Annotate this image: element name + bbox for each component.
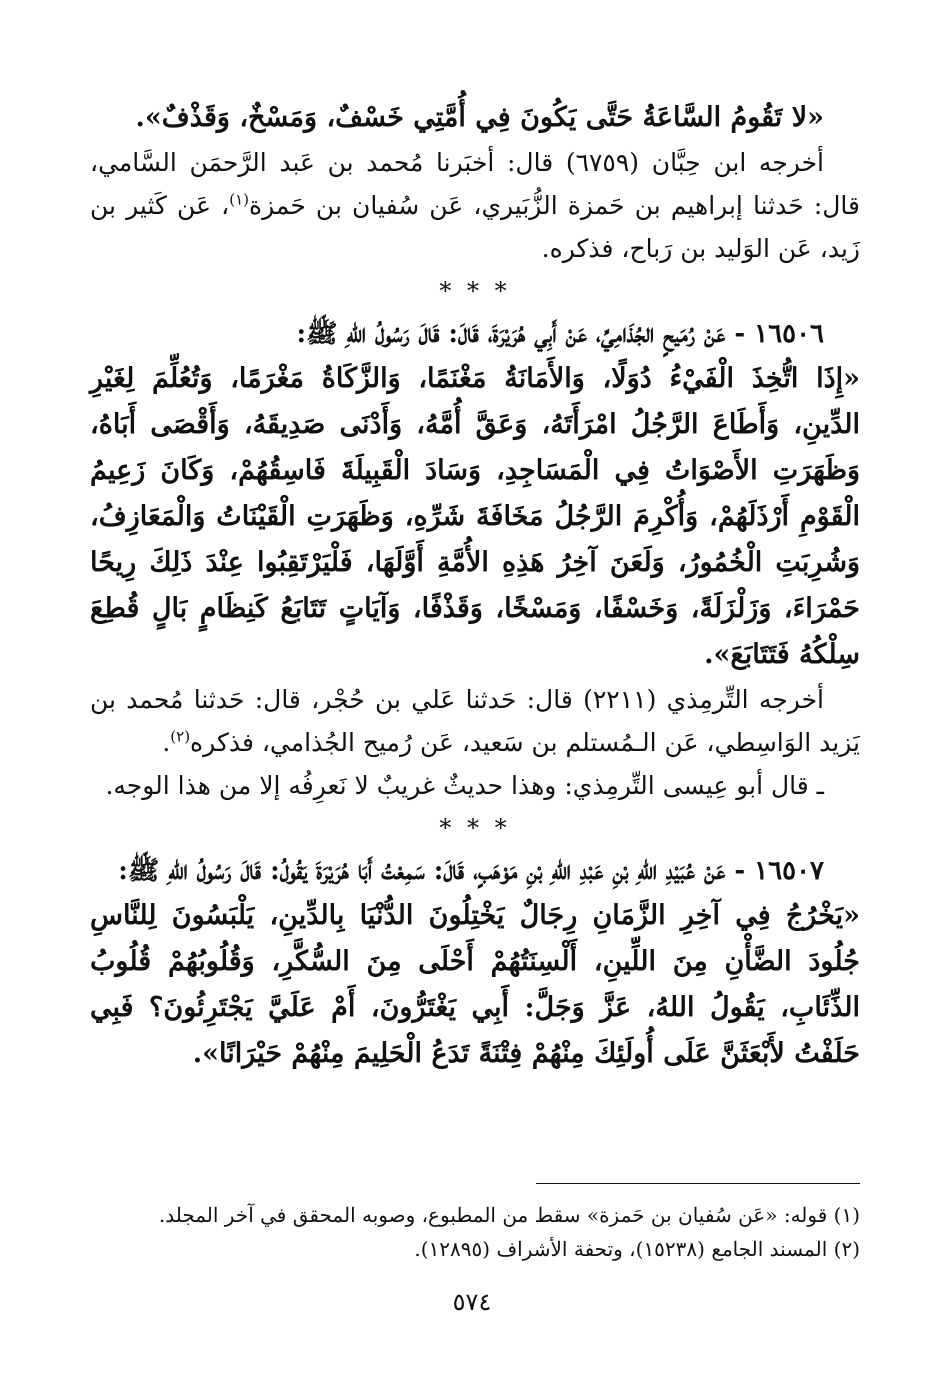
footnote-ref: (٢) [170,727,191,746]
source-text: أخرجه ابن حِبَّان (٦٧٥٩) قال: أخبَرنا مُحمد بن عَبد الرَّحمَن السَّامي، قال: حَدثنا إبراهيم بن حَمزة الزُّبَيري، عَن سُفيان بن حَمزة [90,148,860,220]
footnote-item: (١) قوله: «عَن سُفيان بن حَمزة» سقط من المطبوع، وصوبه المحقق في آخر المجلد. [158,1203,860,1227]
hadith-heading: ١٦٥٠٧ - عَنْ عُبَيْدِ اللهِ بْنِ عَبْدِ اللهِ بْنِ مَوْهَبٍ، قَالَ: سَمِعْتُ أَبَا هُرَيْرَةَ يَقُولُ: قَالَ رَسُولُ اللهِ ﷺ: [118,856,824,886]
footnote-ref: (١) [229,190,249,209]
source-text-end: ، عَن كَثير بن زَيد، عَن الوَليد بن رَباح، فذكره. [90,191,860,263]
hadith-text: «إِذَا اتُّخِذَ الْفَيْءُ دُوَلًا، وَالأَمَانَةُ مَغْنَمًا، وَالزَّكَاةُ مَغْرَمًا، وَتُعُلِّمَ لِغَيْرِ الدِّينِ، وَأَطَاعَ الرَّجُلُ امْرَأَتَهُ، وَعَقَّ أُمَّهُ، وَأَدْنَى صَدِيقَهُ، وَأَقْصَى أَبَاهُ، وَظَهَرَتِ الأَصْوَاتُ فِي الْمَسَاجِدِ، وَسَادَ الْقَبِيلَةَ فَاسِقُهُمْ، وَكَانَ زَعِيمُ الْقَوْمِ أَرْذَلَهُمْ، وَأُكْرِمَ الرَّجُلُ مَخَافَةَ شَرِّهِ، وَظَهَرَتِ الْقَيْنَاتُ وَالْمَعَازِفُ، وَشُرِبَتِ الْخُمُورُ، وَلَعَنَ آخِرُ هَذِهِ الأُمَّةِ أَوَّلَهَا، فَلْيَرْتَقِبُوا عِنْدَ ذَلِكَ رِيحًا حَمْرَاءَ، وَزَلْزَلَةً، وَخَسْفًا، وَمَسْخًا، وَقَذْفًا، وَآيَاتٍ تَتَابَعُ كَنِظَامٍ بَالٍ قُطِعَ سِلْكُهُ فَتَتَابَعَ». [90,363,860,670]
source-paragraph [90,141,860,270]
hadith-text: «لا تَقُومُ السَّاعَةُ حَتَّى يَكُونَ فِي أُمَّتِي خَسْفٌ، وَمَسْخٌ، وَقَذْفٌ». [135,102,824,133]
footnote-item: (٢) المسند الجامع (١٥٢٣٨)، وتحفة الأشراف (١٢٨٩٥). [414,1237,860,1261]
page-number: ٥٧٤ [452,1288,492,1316]
hadith-text: «يَخْرُجُ فِي آخِرِ الزَّمَانِ رِجَالٌ يَخْتِلُونَ الدُّنْيَا بِالدِّينِ، يَلْبَسُونَ لِلنَّاسِ جُلُودَ الضَّأْنِ مِنَ اللِّينِ، أَلْسِنَتُهُمْ أَحْلَى مِنَ السُّكَّرِ، وَقُلُوبُهُمْ قُلُوبُ الذِّئَابِ، يَقُولُ اللهُ، عَزَّ وَجَلَّ: أَبِي يَغْتَرُّونَ، أَمْ عَلَيَّ يَجْتَرِئُونَ؟ فَبِي حَلَفْتُ لأَبْعَثَنَّ عَلَى أُولَئِكَ مِنْهُمْ فِتْنَةً تَدَعُ الْحَلِيمَ مِنْهُمْ حَيْرَانًا». [90,900,860,1069]
footnotes [90,1198,860,1266]
source-paragraph [90,678,860,764]
source-text-end: . [162,728,171,757]
hadith-heading: ١٦٥٠٦ - عَنْ رُمَيحٍ الجُذَامِيِّ، عَنْ أَبِي هُرَيْرَةَ، قَالَ: قَالَ رَسُولُ اللهِ ﷺ: [296,319,824,349]
commentary-paragraph: ـ قال أبو عِيسى التِّرمِذي: وهذا حديثٌ غريبٌ لا نَعرِفُه إلا من هذا الوجه. [105,771,824,800]
section-separator: * * * [439,814,511,842]
page-body [90,95,860,1077]
footnote-divider [536,1183,860,1184]
section-separator: * * * [439,277,511,305]
source-text: أخرجه التِّرمِذي (٢٢١١) قال: حَدثنا عَلي بن حُجْر، قال: حَدثنا مُحمد بن يَزيد الوَاسِطي، عَن الـمُستلم بن سَعيد، عَن رُميح الجُذامي، فذكره [90,685,860,757]
